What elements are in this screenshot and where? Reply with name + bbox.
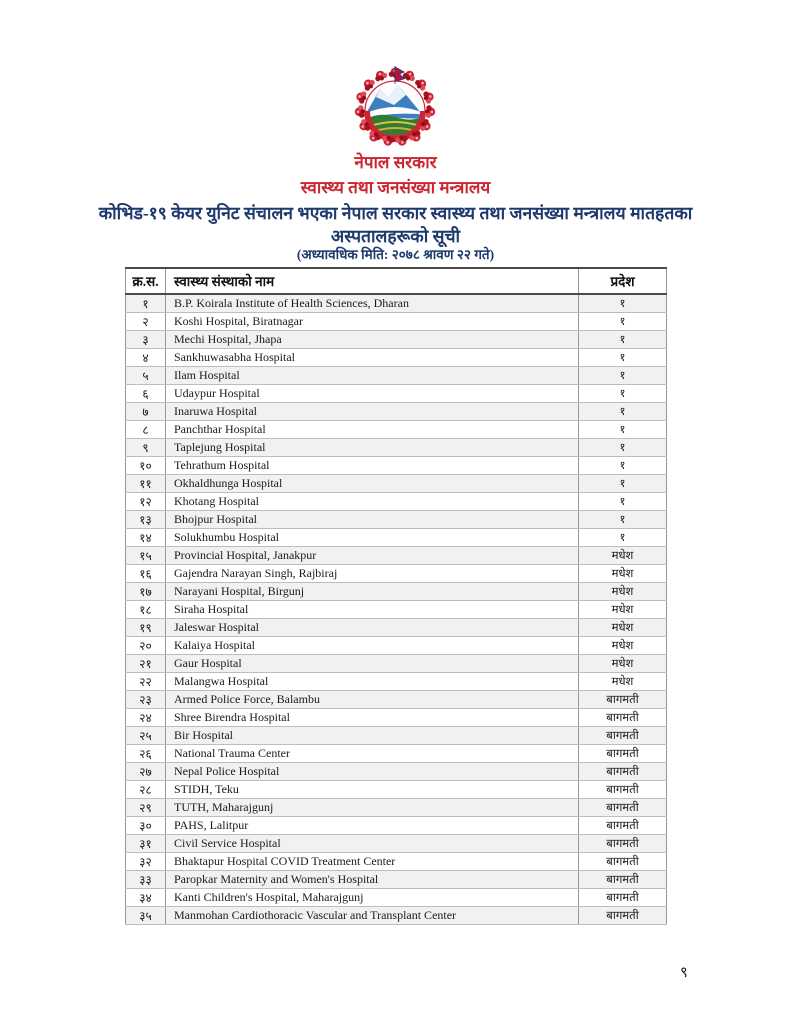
hospital-name-cell: Kalaiya Hospital [166, 637, 579, 655]
table-row [126, 601, 667, 619]
table-row [126, 727, 667, 745]
table-row [126, 583, 667, 601]
hospital-name-cell: Nepal Police Hospital [166, 763, 579, 781]
serial-cell: ३० [126, 817, 166, 835]
nepal-government-emblem [347, 64, 444, 152]
hospital-table-body [126, 294, 667, 925]
serial-cell: १५ [126, 547, 166, 565]
province-cell: मधेश [579, 601, 667, 619]
table-row [126, 331, 667, 349]
table-row [126, 385, 667, 403]
serial-cell: १८ [126, 601, 166, 619]
table-row [126, 421, 667, 439]
hospital-name-cell: Narayani Hospital, Birgunj [166, 583, 579, 601]
serial-cell: ३१ [126, 835, 166, 853]
updated-date: (अध्यावधिक मिति: २०७८ श्रावण २२ गते) [296, 247, 495, 262]
table-row [126, 529, 667, 547]
serial-cell: २८ [126, 781, 166, 799]
serial-cell: १४ [126, 529, 166, 547]
table-row [126, 619, 667, 637]
hospital-name-cell: Okhaldhunga Hospital [166, 475, 579, 493]
province-cell: बागमती [579, 835, 667, 853]
province-cell: मधेश [579, 619, 667, 637]
table-row [126, 691, 667, 709]
table-row [126, 763, 667, 781]
table-row [126, 511, 667, 529]
hospital-name-cell: Inaruwa Hospital [166, 403, 579, 421]
serial-cell: १६ [126, 565, 166, 583]
serial-cell: २१ [126, 655, 166, 673]
serial-cell: २ [126, 313, 166, 331]
province-cell: १ [579, 313, 667, 331]
serial-cell: १ [126, 294, 166, 313]
serial-cell: २६ [126, 745, 166, 763]
serial-cell: ३२ [126, 853, 166, 871]
province-cell: मधेश [579, 637, 667, 655]
table-row [126, 817, 667, 835]
province-cell: बागमती [579, 799, 667, 817]
serial-cell: ३३ [126, 871, 166, 889]
table-row [126, 745, 667, 763]
hospital-name-cell: Jaleswar Hospital [166, 619, 579, 637]
serial-cell: १९ [126, 619, 166, 637]
serial-cell: ३ [126, 331, 166, 349]
hospital-name-cell: Manmohan Cardiothoracic Vascular and Transplant Center [166, 907, 579, 925]
table-row [126, 673, 667, 691]
hospital-name-cell: Bhaktapur Hospital COVID Treatment Center [166, 853, 579, 871]
serial-cell: २४ [126, 709, 166, 727]
table-row [126, 853, 667, 871]
serial-cell: ३४ [126, 889, 166, 907]
table-row [126, 457, 667, 475]
hospital-name-cell: Kanti Children's Hospital, Maharajgunj [166, 889, 579, 907]
hospital-name-cell: B.P. Koirala Institute of Health Sciences, Dharan [166, 294, 579, 313]
table-row [126, 889, 667, 907]
province-cell: १ [579, 529, 667, 547]
emblem-container [0, 64, 791, 157]
province-cell: बागमती [579, 853, 667, 871]
province-cell: बागमती [579, 727, 667, 745]
province-cell: बागमती [579, 691, 667, 709]
table-row [126, 781, 667, 799]
province-cell: बागमती [579, 709, 667, 727]
serial-cell: २५ [126, 727, 166, 745]
table-row [126, 313, 667, 331]
title-line-2: अस्पतालहरूको सूची [330, 226, 461, 246]
hospital-name-cell: Paropkar Maternity and Women's Hospital [166, 871, 579, 889]
serial-cell: २९ [126, 799, 166, 817]
serial-cell: २७ [126, 763, 166, 781]
serial-cell: ६ [126, 385, 166, 403]
province-cell: १ [579, 367, 667, 385]
table-row [126, 637, 667, 655]
hospital-name-cell: Provincial Hospital, Janakpur [166, 547, 579, 565]
page-number: ९ [680, 965, 688, 981]
province-cell: १ [579, 331, 667, 349]
table-row [126, 349, 667, 367]
province-cell: १ [579, 294, 667, 313]
province-cell: बागमती [579, 781, 667, 799]
header-serial: क्र.स. [126, 268, 166, 294]
table-row [126, 475, 667, 493]
serial-cell: ९ [126, 439, 166, 457]
table-row [126, 907, 667, 925]
province-cell: बागमती [579, 907, 667, 925]
table-row [126, 493, 667, 511]
province-cell: मधेश [579, 547, 667, 565]
table-row [126, 871, 667, 889]
province-cell: मधेश [579, 565, 667, 583]
hospital-name-cell: Gaur Hospital [166, 655, 579, 673]
hospital-name-cell: Koshi Hospital, Biratnagar [166, 313, 579, 331]
province-cell: १ [579, 475, 667, 493]
hospital-name-cell: Bhojpur Hospital [166, 511, 579, 529]
province-cell: १ [579, 493, 667, 511]
province-cell: मधेश [579, 655, 667, 673]
hospital-name-cell: Panchthar Hospital [166, 421, 579, 439]
table-row [126, 565, 667, 583]
hospital-name-cell: Sankhuwasabha Hospital [166, 349, 579, 367]
hospital-name-cell: STIDH, Teku [166, 781, 579, 799]
table-row [126, 439, 667, 457]
province-cell: मधेश [579, 583, 667, 601]
table-row [126, 655, 667, 673]
serial-cell: ११ [126, 475, 166, 493]
serial-cell: ५ [126, 367, 166, 385]
serial-cell: ४ [126, 349, 166, 367]
table-row [126, 547, 667, 565]
table-row [126, 709, 667, 727]
province-cell: १ [579, 403, 667, 421]
province-cell: १ [579, 457, 667, 475]
hospital-table-container [125, 267, 666, 925]
hospital-name-cell: Solukhumbu Hospital [166, 529, 579, 547]
government-name: नेपाल सरकार [354, 153, 437, 172]
province-cell: बागमती [579, 889, 667, 907]
hospital-name-cell: Tehrathum Hospital [166, 457, 579, 475]
hospital-name-cell: Udaypur Hospital [166, 385, 579, 403]
province-cell: बागमती [579, 763, 667, 781]
table-row [126, 799, 667, 817]
serial-cell: १२ [126, 493, 166, 511]
ministry-name: स्वास्थ्य तथा जनसंख्या मन्त्रालय [300, 178, 491, 197]
table-row [126, 835, 667, 853]
header-province: प्रदेश [579, 268, 667, 294]
serial-cell: १३ [126, 511, 166, 529]
serial-cell: २० [126, 637, 166, 655]
serial-cell: ८ [126, 421, 166, 439]
hospital-name-cell: Bir Hospital [166, 727, 579, 745]
serial-cell: ३५ [126, 907, 166, 925]
province-cell: १ [579, 511, 667, 529]
province-cell: १ [579, 385, 667, 403]
hospital-name-cell: PAHS, Lalitpur [166, 817, 579, 835]
table-header [126, 268, 667, 294]
serial-cell: २२ [126, 673, 166, 691]
province-cell: बागमती [579, 871, 667, 889]
hospital-name-cell: Khotang Hospital [166, 493, 579, 511]
serial-cell: ७ [126, 403, 166, 421]
hospital-name-cell: TUTH, Maharajgunj [166, 799, 579, 817]
hospital-name-cell: Siraha Hospital [166, 601, 579, 619]
province-cell: मधेश [579, 673, 667, 691]
province-cell: १ [579, 421, 667, 439]
hospital-name-cell: Shree Birendra Hospital [166, 709, 579, 727]
hospital-name-cell: Taplejung Hospital [166, 439, 579, 457]
serial-cell: १० [126, 457, 166, 475]
header-name: स्वास्थ्य संस्थाको नाम [166, 268, 579, 294]
hospital-name-cell: National Trauma Center [166, 745, 579, 763]
hospital-name-cell: Gajendra Narayan Singh, Rajbiraj [166, 565, 579, 583]
serial-cell: १७ [126, 583, 166, 601]
table-row [126, 294, 667, 313]
title-line-1: कोभिड-१९ केयर युनिट संचालन भएका नेपाल सरकार स्वास्थ्य तथा जनसंख्या मन्त्रालय मातहतका [98, 203, 693, 223]
table-row [126, 403, 667, 421]
table-row [126, 367, 667, 385]
province-cell: १ [579, 349, 667, 367]
hospital-name-cell: Armed Police Force, Balambu [166, 691, 579, 709]
page-title [65, 202, 726, 248]
province-cell: बागमती [579, 745, 667, 763]
serial-cell: २३ [126, 691, 166, 709]
province-cell: बागमती [579, 817, 667, 835]
hospital-name-cell: Malangwa Hospital [166, 673, 579, 691]
hospital-table [125, 267, 667, 925]
hospital-name-cell: Civil Service Hospital [166, 835, 579, 853]
hospital-name-cell: Ilam Hospital [166, 367, 579, 385]
province-cell: १ [579, 439, 667, 457]
hospital-name-cell: Mechi Hospital, Jhapa [166, 331, 579, 349]
